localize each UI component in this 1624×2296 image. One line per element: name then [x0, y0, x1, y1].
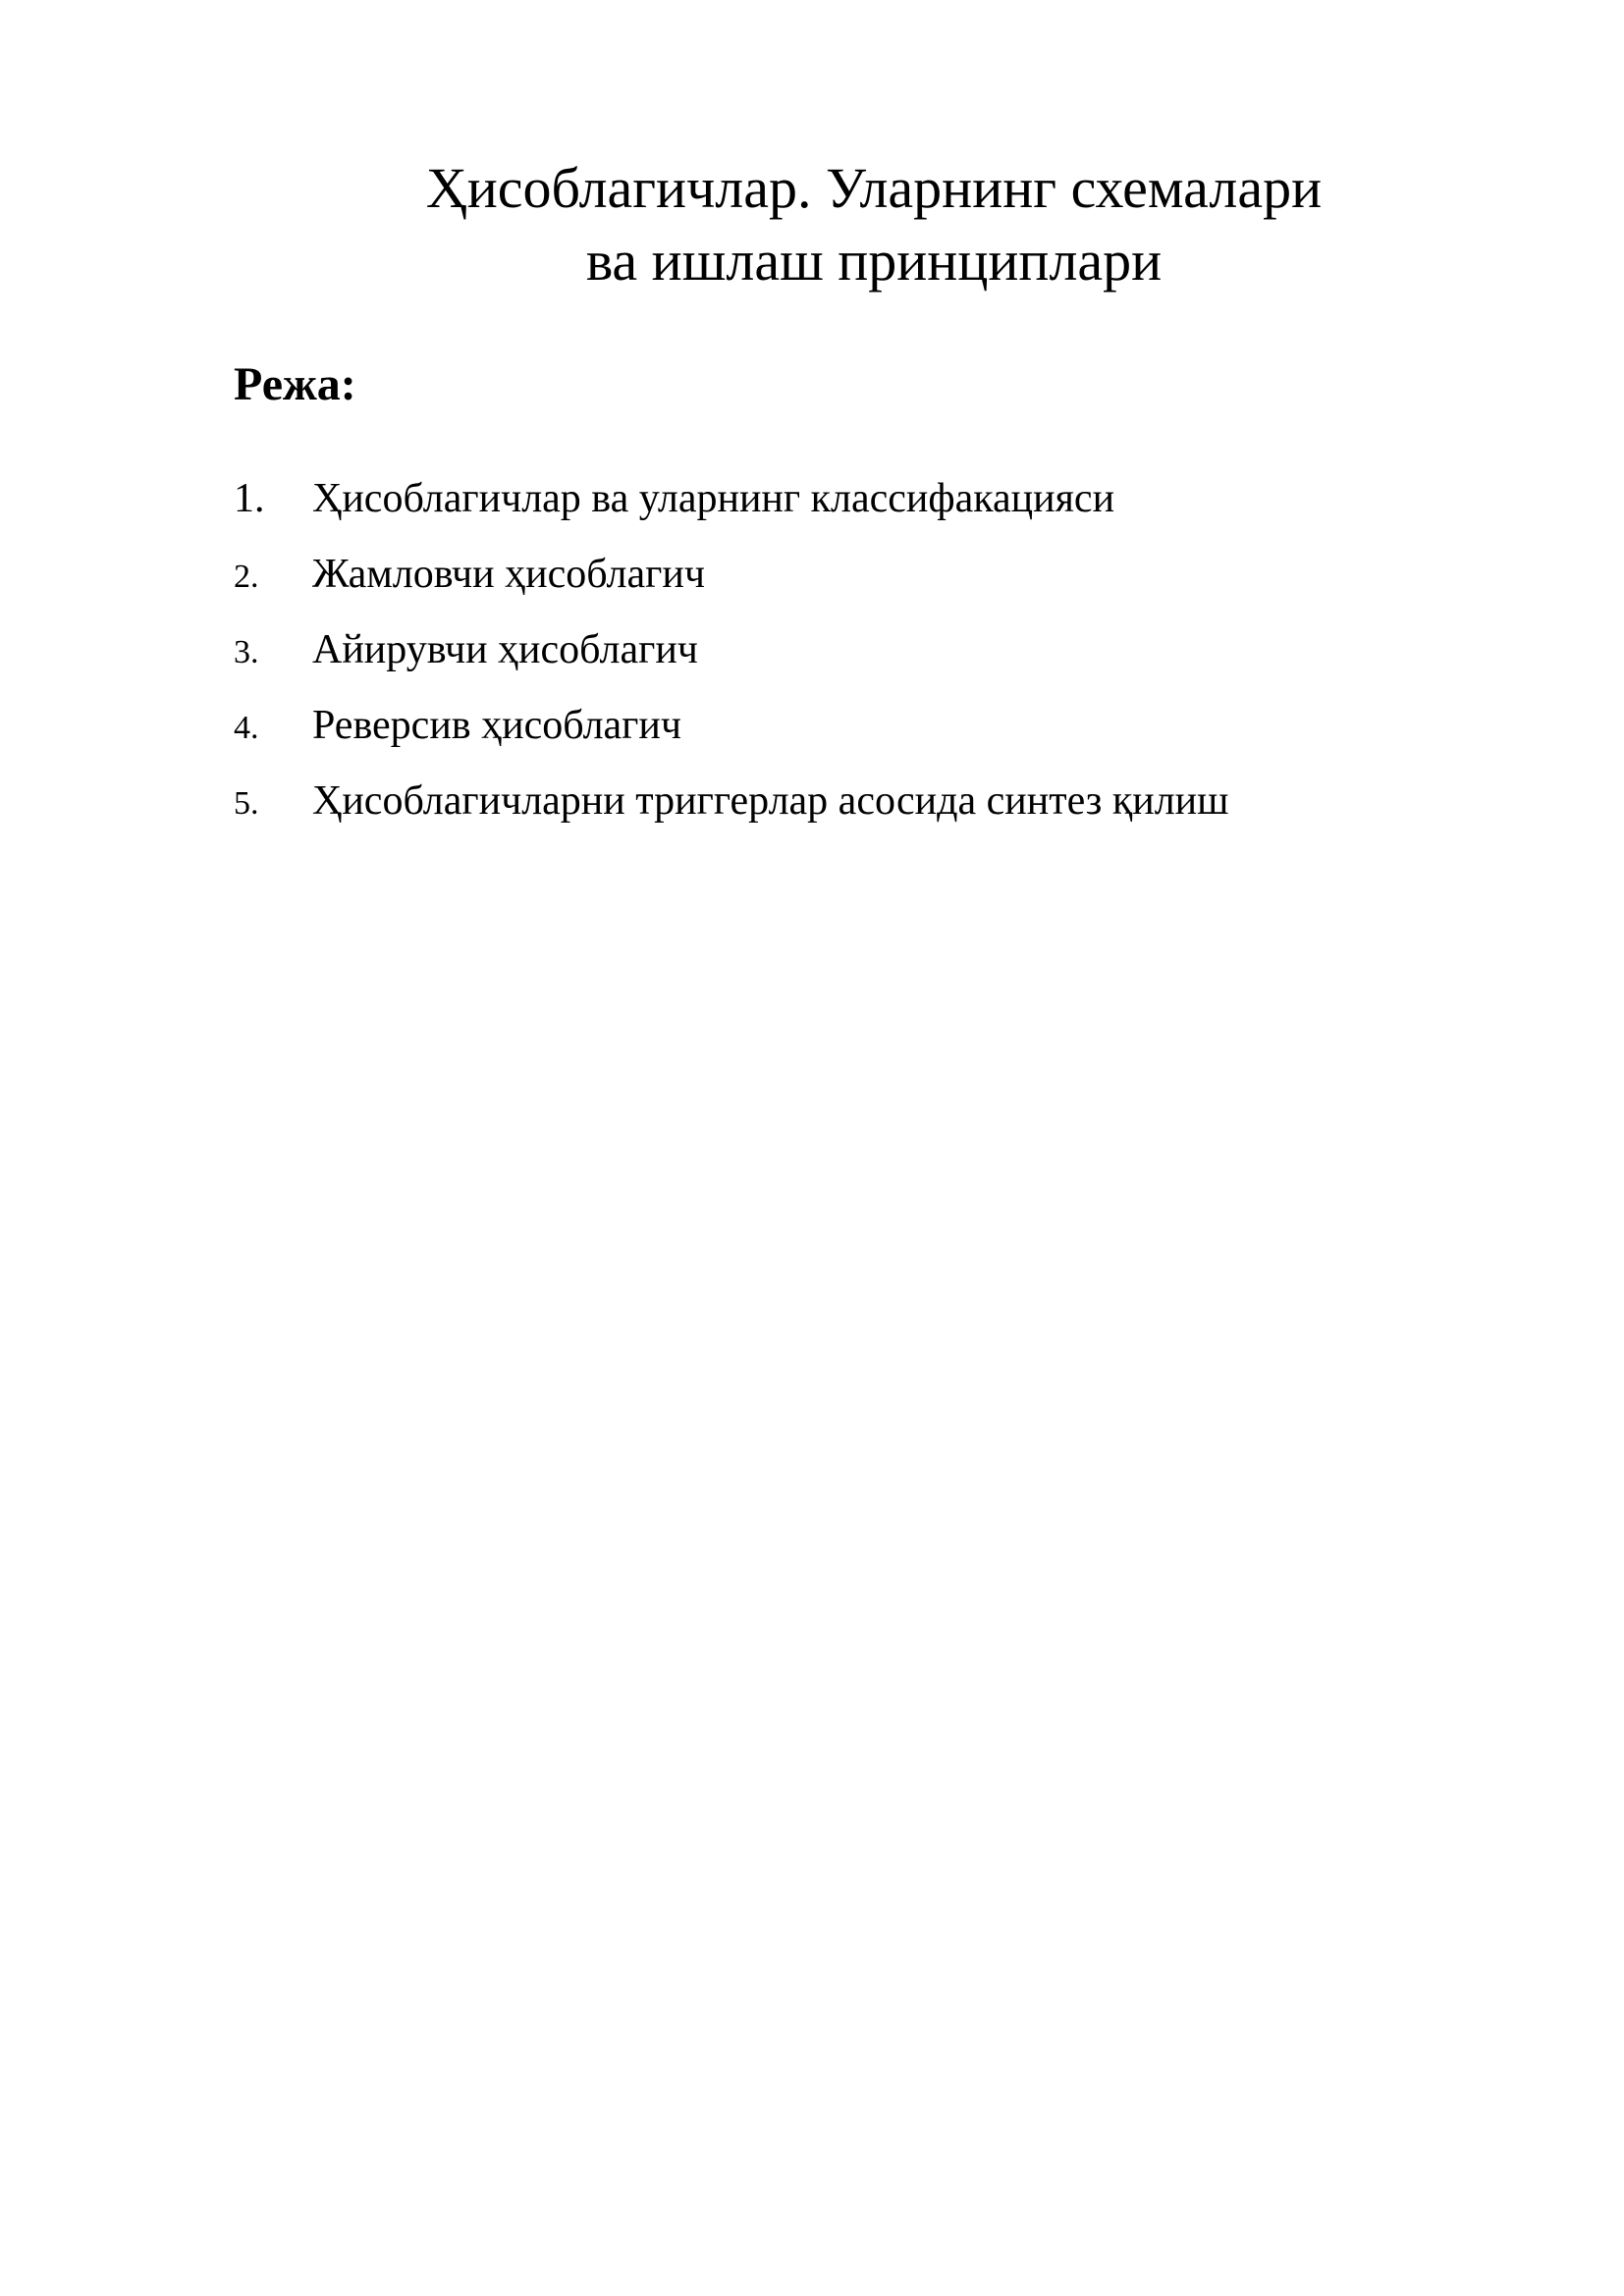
plan-item-number: 2.	[234, 559, 259, 595]
plan-item-1	[234, 469, 1412, 545]
plan-item-number: 4.	[234, 710, 259, 746]
plan-item-2	[234, 545, 1412, 620]
plan-item-text: Ҳисоблагичларни триггерлар асосида синтез қилиш	[312, 778, 1229, 824]
plan-item-number: 5.	[234, 785, 259, 822]
title-line-2: ва ишлаш принциплари	[585, 229, 1163, 293]
plan-item-5	[234, 772, 1412, 847]
plan-heading: Режа:	[234, 358, 356, 410]
plan-list	[234, 469, 1412, 847]
plan-item-text: Жамловчи ҳисоблагич	[312, 552, 705, 597]
plan-item-number: 1.	[234, 476, 265, 521]
plan-item-text: Айирувчи ҳисоблагич	[312, 627, 698, 672]
plan-item-3	[234, 620, 1412, 696]
plan-item-4	[234, 696, 1412, 772]
document-title	[373, 152, 1375, 297]
plan-item-text: Ҳисоблагичлар ва уларнинг классифакацияси	[312, 476, 1115, 521]
plan-item-text: Реверсив ҳисоблагич	[312, 703, 681, 748]
plan-item-number: 3.	[234, 634, 259, 670]
title-line-1: Ҳисоблагичлар. Уларнинг схемалари	[425, 156, 1323, 220]
